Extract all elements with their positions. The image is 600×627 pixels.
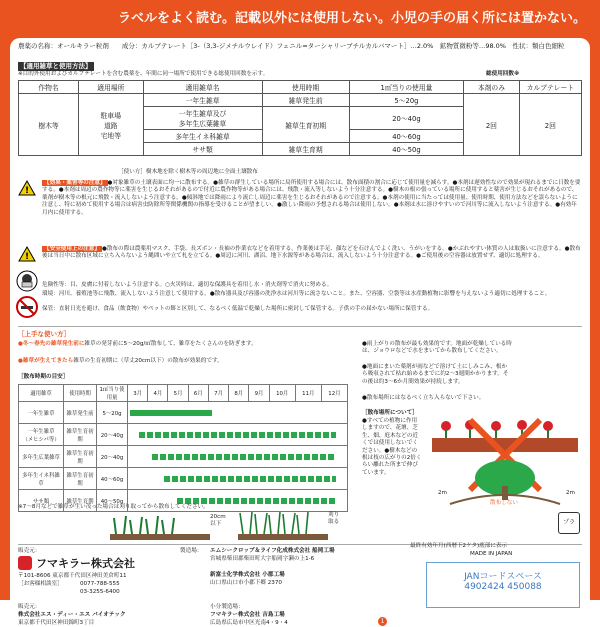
safety-text: ●散布の際は農薬用マスク、手袋、長ズボン・長袖の作業衣などを着用する。作業後は手足、顔などを石けんでよく洗い、うがいをする。●かぶれやすい体質の人は取扱いに注意する。●散布後は当日中に散布区域に立ち入らないよう縄囲いや立て札を立てる。●周辺に河川、湖沼、地下水源等がある場合は、流入しないよう十分注意する。●ご使用後の空容器は放置せず、適切に処理する。 xyxy=(42,246,581,260)
sched-amount: 20〜40g xyxy=(97,424,128,446)
howto-head-1: ●冬〜春先の雑草発生前に xyxy=(18,341,85,347)
sched-weed: 一年生雑草 xyxy=(19,402,64,424)
howto-title: ［上手な使い方］ xyxy=(18,330,70,338)
warning-icon xyxy=(18,180,38,200)
sched-month: 8月 xyxy=(229,385,249,402)
howto-right-3: ●散布場所にはなるべく立ち入らないで下さい。 xyxy=(362,395,485,401)
sched-amount: 5〜20g xyxy=(97,402,128,424)
table-cell-weed: 一年生雑草 xyxy=(143,94,262,107)
total-uses-label: 総使用回数※ xyxy=(486,71,520,77)
env-text: 環境：河川、養殖池等に飛散、流入しないよう注意して使用する。●散布器具及び容器の洗浄水は河川等に流さないこと。また、空容器、空袋等は水産動植物に影響を与えないよう適切に処理すること。 xyxy=(42,291,551,297)
sched-month: 9月 xyxy=(249,385,269,402)
schedule-table xyxy=(18,384,348,512)
schedule-bar xyxy=(164,476,336,482)
pack-name: フマキラー株式会社 吉島工場 xyxy=(210,612,285,618)
grass-height-label: 20cm 以下 xyxy=(210,514,226,528)
method-note: ［使い方］樹木地を除く樹木等の周辺地に全面土壌散布 xyxy=(118,169,258,175)
sched-amount: 40〜60g xyxy=(97,468,128,490)
maker1: エムシークロップ＆ライフ化成株式会社 船岡工場 xyxy=(210,548,335,554)
distance-label-left: 2m xyxy=(438,490,448,496)
svg-text:!: ! xyxy=(24,252,30,262)
sched-weed: ササ類 xyxy=(19,490,64,512)
svg-text:!: ! xyxy=(24,186,30,196)
sched-time: 雑草生育初期 xyxy=(64,424,97,446)
seller-addr1: 〒101-8606 東京都千代田区神田美倉町11 xyxy=(18,573,127,579)
table-cell-crop: 樹木等 xyxy=(19,94,79,156)
pack-label: 小分製造場： xyxy=(210,604,244,610)
maker-label: 製造場： xyxy=(180,548,203,554)
howto-right-4: ［散布場所について］ xyxy=(362,410,418,416)
made-in: MADE IN JAPAN xyxy=(470,551,513,557)
table-cell-amount: 20〜40g xyxy=(349,107,463,130)
table-cell-place: 駐車場 道路 宅地等 xyxy=(79,94,144,156)
sched-amount: 40〜50g xyxy=(97,490,128,512)
sched-month: 5月 xyxy=(168,385,188,402)
sched-head: 適用雑草 xyxy=(19,385,64,402)
effects-text: ●対象雑草の土壌表面に均一に散布する。●雑草の群生している場所に局所使用する場合には、散布面積の割合に応じて使用量を減らす。●本剤は遅効性なので効果が現れるまでに日数を要する。●本剤は周辺の農作物等に薬害を生じるおそれがあるので付近に農作物等がある場合には、飛散・流入等しないよう十分注意する。●樹木の根の張っている場所に使用すると薬害が生じるおそれがあるので、薬剤が樹木等の根元に飛散・流入しないよう注意する。●傾斜地では降雨により流亡し周辺に薬害を生じるおそれがあるので注意する。●本剤の使用に当たっては使用量、使用時期、使用方法などを誤らないように注意し、特に初めて使用する場合は病害虫防除所等関係機関の指導を受けることが望ましい。●激しい降雨の予想される場合は使用しない。●本剤は水に溶けやすいので河川等に流入しないよう注意する。●有効年月内に使用する。 xyxy=(42,180,581,216)
seller-label: 販売元： xyxy=(18,548,41,554)
sched-weed: 一年生雑草 （メヒシバ等） xyxy=(19,424,64,446)
sched-month: 6月 xyxy=(188,385,208,402)
sched-time: 雑草生育初期 xyxy=(64,468,97,490)
table-cell-amount: 5〜20g xyxy=(349,94,463,107)
table-header: 1㎡当りの使用量 xyxy=(349,81,463,94)
grass-tall-illustration xyxy=(238,512,328,544)
no-entry-icon xyxy=(16,296,38,322)
howto-right-5: ●すべての植物に作用しますので、花壇、芝生、畑、庭木などの近くでは使用しないでください。●樹木などの根は枝の広がりの2倍くらい離れた所まで伸びています。 xyxy=(362,418,422,476)
table-cell-weed: 多年生イネ科雑草 xyxy=(143,130,262,143)
sched-time: 雑草生育初期 xyxy=(64,446,97,468)
application-title: 【適用雑草と使用方法】 xyxy=(20,62,92,70)
divider xyxy=(18,326,582,327)
table-header: 適用雑草名 xyxy=(143,81,262,94)
no-spray-label: 散布しない xyxy=(490,500,518,506)
table-cell-amount: 40〜60g xyxy=(349,130,463,143)
table-cell-time: 雑草生育初期 xyxy=(262,107,349,143)
cut-label: 刈り取る xyxy=(328,512,340,526)
sched-month: 12月 xyxy=(321,385,347,402)
sched-head: 1㎡当り使用量 xyxy=(97,385,128,402)
recycle-icon: プラ xyxy=(558,512,580,534)
product-info: 農薬の名称：オールキラー粒剤 成分：カルブテレート［3-（3,3-ジメチルウレイド）フェニル=ターシャリーブチルカルバマート］…2.0% 鉱物質微粉等…98.0% 性状：類白色細粒 xyxy=(18,42,565,50)
mask-icon xyxy=(16,270,38,296)
sales-addr: 東京都千代田区神田錦町3丁目 xyxy=(18,620,95,626)
danger-text: 危険性等：目、皮膚に付着しないよう注意する。○火災時は、適切な保護具を着用し水・消火剤等で消火に努める。 xyxy=(42,282,333,288)
table-header: 本剤のみ xyxy=(464,81,520,94)
seller-addr2: ［お客様相談室］ xyxy=(18,581,63,587)
howto-right-2: ●地面にまいた薬剤が雨などで溶けて土にしみこみ、根から吸収されて枯れ始めるまでに約2〜3週間かかります。その後は約3〜6か月間効果が持続します。 xyxy=(362,364,509,385)
distance-label-right: 2m xyxy=(566,490,576,496)
seller-name: フマキラー株式会社 xyxy=(36,557,135,570)
howto-left-1 xyxy=(18,341,348,348)
schedule-title: ［散布時期の目安］ xyxy=(18,374,69,380)
sched-weed: 多年生広葉雑草 xyxy=(19,446,64,468)
table-header: カルブテレート xyxy=(519,81,581,94)
table-cell-time: 雑草生育期 xyxy=(262,143,349,156)
sched-month: 7月 xyxy=(208,385,228,402)
sched-amount: 20〜40g xyxy=(97,446,128,468)
maker2: 新富士化学株式会社 小郡工場 xyxy=(210,572,285,578)
label-panel xyxy=(10,38,590,626)
number-badge xyxy=(378,608,387,627)
warning-banner: ラベルをよく読む。記載以外には使用しない。小児の手の届く所には置かない。 xyxy=(0,0,600,38)
table-header: 適用場所 xyxy=(79,81,144,94)
sched-weed: 多年生イネ科雑草 xyxy=(19,468,64,490)
maker2-addr: 山口県山口市小郡下郷 2370 xyxy=(210,580,282,586)
schedule-bar xyxy=(130,410,212,416)
howto-left-2 xyxy=(18,358,348,365)
cut-note: ※7〜8月などで雑草が生い茂った場合は刈り取ってから散布してください。 xyxy=(18,504,209,510)
seller-tel2: 03-3255-6400 xyxy=(80,589,120,595)
howto-body-1: 雑草の発芽前に5〜20g/㎡散布して、雑草をたくさんのを防ぎます。 xyxy=(84,341,257,347)
sched-month: 4月 xyxy=(148,385,168,402)
schedule-bar xyxy=(152,454,337,460)
expiry-note: 最終有効年月(西暦下2ケタ)底部に表示 xyxy=(410,543,508,549)
table-cell-time: 雑草発生前 xyxy=(262,94,349,107)
storage-text: 保管：直射日光を避け、食品（飲食物）やペットの餌と区別して、なるべく低温で乾燥した場所に密封して保管する。子供の手の届かない場所に保管する。 xyxy=(42,306,434,312)
caution-icon xyxy=(18,246,36,266)
application-note: ※目的外使用およびカルブテレートを含む農薬を、年間に同一場所で使用できる総使用回数を示す。 xyxy=(18,71,269,77)
safety-caution xyxy=(42,246,582,261)
table-header: 作物名 xyxy=(19,81,79,94)
howto-head-2: ●雑草が生えてきたら xyxy=(18,358,74,364)
effects-caution xyxy=(42,180,582,217)
howto-right-1: ●雨上がりの散布が最も効果的です。地面が乾燥している時は、ジョウロなどで水をまいてから散布してください。 xyxy=(362,341,512,355)
howto-body-2: 雑草の生育初期に（草丈20cm以下）の散布が効果的です。 xyxy=(73,358,223,364)
sched-month: 10月 xyxy=(269,385,295,402)
application-table xyxy=(18,80,582,156)
sched-month: 11月 xyxy=(295,385,321,402)
safety-title: 【安全使用上の注意】 xyxy=(44,246,100,252)
sched-time: 雑草発生前 xyxy=(64,402,97,424)
sched-month: 3月 xyxy=(128,385,148,402)
seller-logo xyxy=(18,556,32,570)
jan-code-space xyxy=(426,562,580,608)
jan-code: 4902424 450088 xyxy=(464,582,542,592)
sales-name: 株式会社エス・ディー・エス バイオテック xyxy=(18,612,126,618)
table-header: 使用時期 xyxy=(262,81,349,94)
effects-title: 【効果・薬害等の注意】 xyxy=(44,180,106,186)
sched-time: 雑草生育期 xyxy=(64,490,97,512)
maker1-addr: 宮城県柴田郡柴田町大字船岡字瀬の上1-6 xyxy=(210,556,315,562)
table-cell-weed: 一年生雑草及び 多年生広葉雑草 xyxy=(143,107,262,130)
jan-label: JANコードスペース xyxy=(464,572,542,582)
sales-label: 販売元： xyxy=(18,604,41,610)
schedule-bar xyxy=(177,498,336,504)
grass-short-illustration xyxy=(110,512,210,544)
table-cell-count: 2回 xyxy=(464,94,520,156)
pack-addr: 広島県広島市中区光南4・9・4 xyxy=(210,620,288,626)
table-cell-weed: ササ類 xyxy=(143,143,262,156)
badge-number: 1 xyxy=(378,617,387,626)
schedule-bar xyxy=(139,432,337,438)
seller-tel1: 0077-788-555 xyxy=(80,581,120,587)
sched-head: 使用時期 xyxy=(64,385,97,402)
table-cell-amount: 40〜50g xyxy=(349,143,463,156)
table-cell-count-total: 2回 xyxy=(519,94,581,156)
